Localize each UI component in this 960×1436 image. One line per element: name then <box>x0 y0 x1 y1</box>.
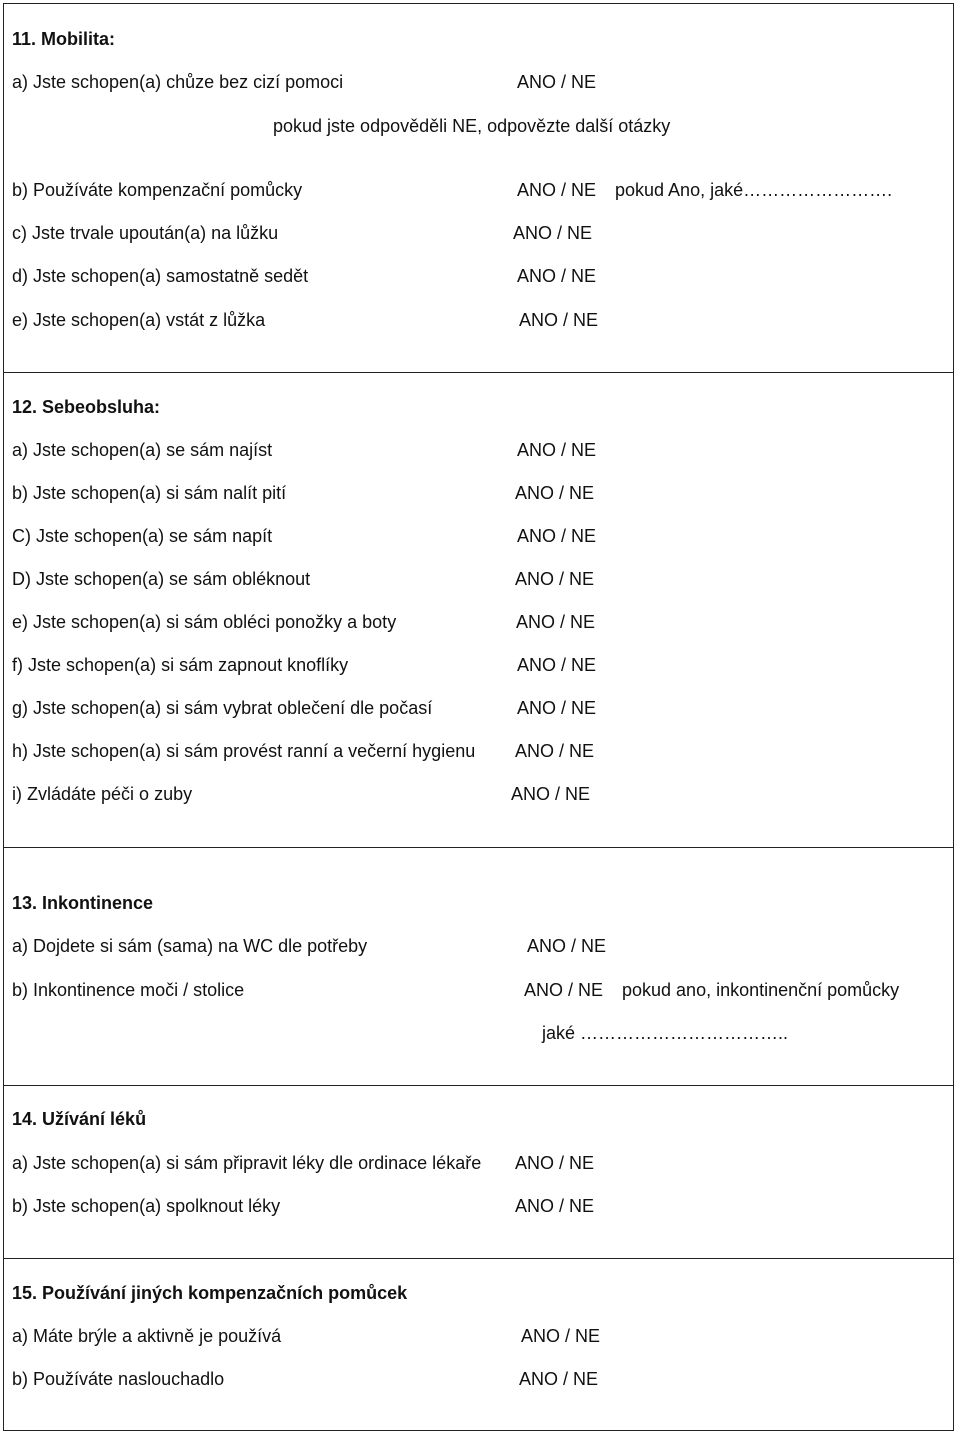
answer-11e[interactable]: ANO / NE <box>519 310 599 330</box>
answer-15a[interactable]: ANO / NE <box>521 1326 601 1346</box>
answer-11a[interactable]: ANO / NE <box>517 72 597 92</box>
question-14a: a) Jste schopen(a) si sám připravit léky dle ordinace lékaře <box>12 1153 482 1173</box>
question-12b: b) Jste schopen(a) si sám nalít pití <box>12 483 287 503</box>
answer-13a[interactable]: ANO / NE <box>527 936 607 956</box>
answer-13b[interactable]: ANO / NE <box>524 980 604 1000</box>
answer-12f[interactable]: ANO / NE <box>517 655 597 675</box>
answer-12a[interactable]: ANO / NE <box>517 440 597 460</box>
answer-12b[interactable]: ANO / NE <box>515 483 595 503</box>
section-15-heading: 15. Používání jiných kompenzačních pomůcek <box>12 1283 408 1303</box>
answer-12h[interactable]: ANO / NE <box>515 741 595 761</box>
divider <box>4 372 953 373</box>
question-12c: C) Jste schopen(a) se sám napít <box>12 526 273 546</box>
answer-15b[interactable]: ANO / NE <box>519 1369 599 1389</box>
answer-11c[interactable]: ANO / NE <box>513 223 593 243</box>
question-11b: b) Používáte kompenzační pomůcky <box>12 180 303 200</box>
answer-12i[interactable]: ANO / NE <box>511 784 591 804</box>
question-12h: h) Jste schopen(a) si sám provést ranní a večerní hygienu <box>12 741 476 761</box>
question-13b: b) Inkontinence moči / stolice <box>12 980 245 1000</box>
answer-12d[interactable]: ANO / NE <box>515 569 595 589</box>
question-11d: d) Jste schopen(a) samostatně sedět <box>12 266 309 286</box>
extra-11b: pokud Ano, jaké……………………. <box>615 180 893 200</box>
question-11e: e) Jste schopen(a) vstát z lůžka <box>12 310 266 330</box>
answer-11d[interactable]: ANO / NE <box>517 266 597 286</box>
answer-11b[interactable]: ANO / NE <box>517 180 597 200</box>
question-15a: a) Máte brýle a aktivně je používá <box>12 1326 282 1346</box>
section-14-heading: 14. Užívání léků <box>12 1109 147 1129</box>
question-12d: D) Jste schopen(a) se sám obléknout <box>12 569 311 589</box>
question-12g: g) Jste schopen(a) si sám vybrat oblečení dle počasí <box>12 698 433 718</box>
extra-13b: pokud ano, inkontinenční pomůcky <box>622 980 900 1000</box>
answer-12c[interactable]: ANO / NE <box>517 526 597 546</box>
question-12f: f) Jste schopen(a) si sám zapnout knoflíky <box>12 655 349 675</box>
answer-14b[interactable]: ANO / NE <box>515 1196 595 1216</box>
question-14b: b) Jste schopen(a) spolknout léky <box>12 1196 281 1216</box>
section-12-heading: 12. Sebeobsluha: <box>12 397 161 417</box>
question-12a: a) Jste schopen(a) se sám najíst <box>12 440 273 460</box>
question-12e: e) Jste schopen(a) si sám obléci ponožky a boty <box>12 612 397 632</box>
section-11-heading: 11. Mobilita: <box>12 29 116 49</box>
answer-12e[interactable]: ANO / NE <box>516 612 596 632</box>
question-11a: a) Jste schopen(a) chůze bez cizí pomoci <box>12 72 344 92</box>
question-13a: a) Dojdete si sám (sama) na WC dle potřeby <box>12 936 368 956</box>
question-12i: i) Zvládáte péči o zuby <box>12 784 193 804</box>
question-15b: b) Používáte naslouchadlo <box>12 1369 225 1389</box>
question-11c: c) Jste trvale upoután(a) na lůžku <box>12 223 279 243</box>
answer-12g[interactable]: ANO / NE <box>517 698 597 718</box>
divider <box>4 847 953 848</box>
divider <box>4 1258 953 1259</box>
note-11: pokud jste odpověděli NE, odpovězte další otázky <box>273 116 671 136</box>
divider <box>4 1085 953 1086</box>
form-frame <box>3 3 954 1431</box>
extra-13b-line2: jaké …………………………….. <box>542 1023 789 1043</box>
section-13-heading: 13. Inkontinence <box>12 893 154 913</box>
answer-14a[interactable]: ANO / NE <box>515 1153 595 1173</box>
